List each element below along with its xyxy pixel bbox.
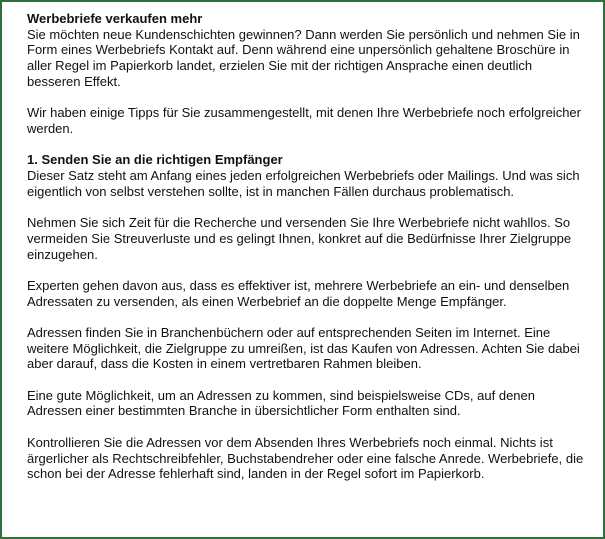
section-1-block bbox=[27, 152, 587, 199]
intro-paragraph-2: Wir haben einige Tipps für Sie zusammengestellt, mit denen Ihre Werbebriefe noch erfolgreicher werden. bbox=[27, 105, 581, 136]
intro-block bbox=[27, 11, 587, 90]
section-1-paragraph-5: Eine gute Möglichkeit, um an Adressen zu kommen, sind beispielsweise CDs, auf denen Adressen einer bestimmten Branche in übersichtlicher Form enthalten sind. bbox=[27, 387, 535, 419]
section-1-heading: 1. Senden Sie an die richtigen Empfänger bbox=[27, 152, 283, 168]
intro-paragraph-1: Sie möchten neue Kundenschichten gewinnen? Dann werden Sie persönlich und nehmen Sie in Form eines Werbebriefs Kontakt auf. Denn während eine unpersönlich gehaltene Broschüre in aller Regel im Papierkorb landet, erzielen Sie mit der richtigen Ansprache einen deutlich besseren Effekt. bbox=[27, 26, 580, 89]
section-1-paragraph-4: Adressen finden Sie in Branchenbüchern oder auf entsprechenden Seiten im Internet. Eine weitere Möglichkeit, die Zielgruppe zu umreißen, ist das Kaufen von Adressen. Achten Sie dabei aber darauf, dass die Kosten in einem vertretbaren Rahmen bleiben. bbox=[27, 324, 580, 372]
section-1-paragraph-6: Kontrollieren Sie die Adressen vor dem Absenden Ihres Werbebriefs noch einmal. Nichts ist ärgerlicher als Rechtschreibfehler, Buchstabendreher oder eine falsche Anrede. Werbebriefe, die schon bei der Adresse fehlerhaft sind, landen in der Regel sofort im Papierkorb. bbox=[27, 434, 584, 482]
document-body bbox=[27, 11, 587, 498]
section-1-paragraph-1: Dieser Satz steht am Anfang eines jeden erfolgreichen Werbebriefs oder Mailings. Und was sich eigentlich von selbst verstehen sollte, ist in manchen Fällen durchaus problematisch. bbox=[27, 168, 580, 199]
section-1-paragraph-3: Experten gehen davon aus, dass es effektiver ist, mehrere Werbebriefe an ein- und denselben Adressaten zu versenden, als einen Werbebrief an die doppelte Menge Empfänger. bbox=[27, 277, 570, 309]
section-1-paragraph-2: Nehmen Sie sich Zeit für die Recherche und versenden Sie Ihre Werbebriefe nicht wahllos. So vermeiden Sie Streuverluste und es gelingt Ihnen, konkret auf die Bedürfnisse Ihrer Zielgruppe einzugehen. bbox=[27, 215, 572, 262]
document-title: Werbebriefe verkaufen mehr bbox=[27, 11, 203, 26]
